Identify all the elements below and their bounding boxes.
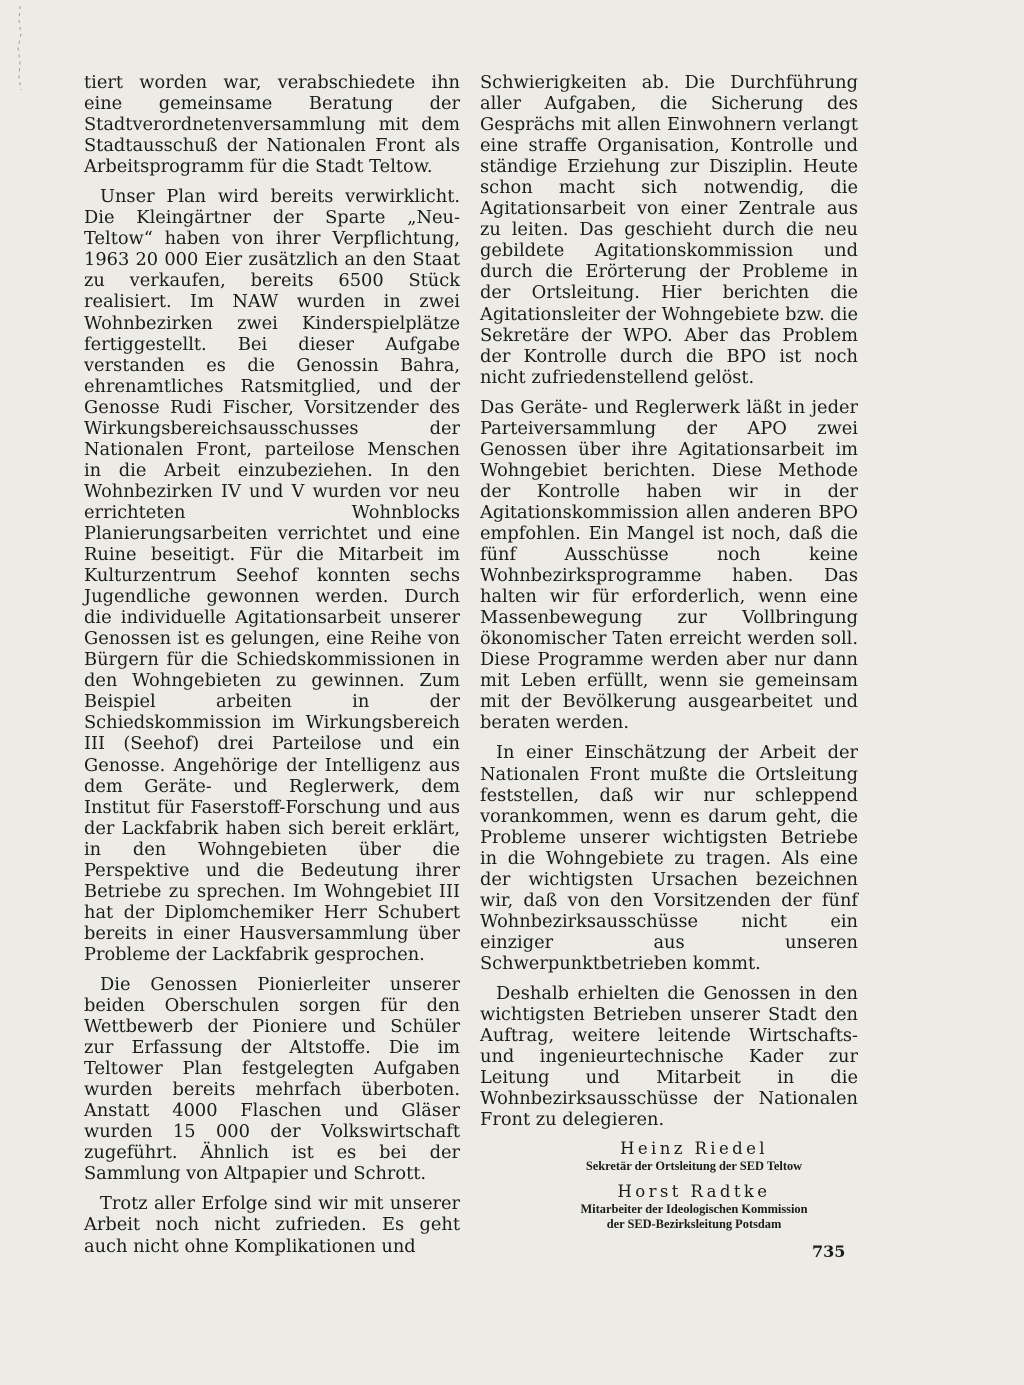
right-paragraph-1: Schwierigkeiten ab. Die Durchführung aller Aufgaben, die Sicherung des Gesprächs mit allen Einwohnern verlangt eine straffe Organisation, Kontrolle und ständige Erziehung zur Disziplin. Heute schon macht sich notwendig, die Agitationsarbeit von einer Zentrale aus zu leiten. Das geschieht durch die neu gebildete Agitationskommission und durch die Erörterung der Probleme in der Ortsleitung. Hier berichten die Agitationsleiter der Wohngebiete bzw. die Sekretäre der WPO. Aber das Problem der Kontrolle durch die BPO ist noch nicht zufriedenstellend gelöst. [480,72,858,388]
author-title-riedel: Sekretär der Ortsleitung der SED Teltow [585,1159,803,1174]
author-title-radtke-line-1: Mitarbeiter der Ideologischen Kommission [580,1202,808,1217]
right-paragraph-2: Das Geräte- und Reglerwerk läßt in jeder Parteiversammlung der APO zwei Genossen über ihre Agitationsarbeit im Wohngebiet berichten. Diese Methode der Kontrolle haben wir in der Agitationskommission allen anderen BPO empfohlen. Ein Mangel ist noch, daß die fünf Ausschüsse noch keine Wohnbezirksprogramme haben. Das halten wir für erforderlich, wenn eine Massenbewegung zur Vollbringung ökonomischer Taten erreicht werden soll. Diese Programme werden aber nur dann mit Leben erfüllt, wenn sie gemeinsam mit der Bevölkerung ausgearbeitet und beraten werden. [480,396,858,734]
signature-block [480,1139,858,1232]
left-paragraph-1: tiert worden war, verabschiedete ihn eine gemeinsame Beratung der Stadtverordnetenversammlung mit dem Stadtausschuß der Nationalen Front als Arbeitsprogramm für die Stadt Teltow. [84,72,460,178]
left-paragraph-4: Trotz aller Erfolge sind wir mit unserer Arbeit noch nicht zufrieden. Es geht auch nicht ohne Komplikationen und [84,1193,460,1257]
scan-edge-marks [6,0,26,120]
left-paragraph-2: Unser Plan wird bereits verwirklicht. Die Kleingärtner der Sparte „Neu-Teltow“ haben von ihrer Verpflichtung, 1963 20 000 Eier zusätzlich an den Staat zu verkaufen, bereits 6500 Stück realisiert. Im NAW wurden in zwei Wohnbezirken zwei Kinderspielplätze fertiggestellt. Bei dieser Aufgabe verstanden es die Genossin Bahra, ehrenamtliches Ratsmitglied, und der Genosse Rudi Fischer, Vorsitzender des Wirkungsbereichsausschusses der Nationalen Front, parteilose Menschen in die Arbeit einzubeziehen. In den Wohnbezirken IV und V wurden vor neu errichteten Wohnblocks Planierungsarbeiten verrichtet und eine Ruine beseitigt. Für die Mitarbeit im Kulturzentrum Seehof konnten sechs Jugendliche gewonnen werden. Durch die individuelle Agitationsarbeit unserer Genossen ist es gelungen, eine Reihe von Bürgern für die Schiedskommissionen in den Wohngebieten zu gewinnen. Zum Beispiel arbeiten in der Schiedskommission im Wirkungsbereich III (Seehof) drei Parteilose und ein Genosse. Angehörige der Intelligenz aus dem Geräte- und Reglerwerk, dem Institut für Faserstoff-Forschung und aus der Lackfabrik haben sich bereit erklärt, in den Wohngebieten über die Perspektive und die Bedeutung ihrer Betriebe zu sprechen. Im Wohngebiet III hat der Diplomchemiker Herr Schubert bereits in einer Hausversammlung über Probleme der Lackfabrik gesprochen. [84,186,460,965]
page-number: 735 [812,1242,846,1261]
author-name-riedel: Heinz Riedel [620,1139,768,1159]
author-title-radtke-line-2: der SED-Bezirksleitung Potsdam [606,1217,782,1232]
right-column [480,72,858,1232]
right-paragraph-4: Deshalb erhielten die Genossen in den wichtigsten Betrieben unserer Stadt den Auftrag, weitere leitende Wirtschafts- und ingenieurtechnische Kader zur Leitung und Mitarbeit in die Wohnbezirksausschüsse der Nationalen Front zu delegieren. [480,982,858,1131]
author-name-radtke: Horst Radtke [617,1182,771,1202]
right-paragraph-3: In einer Einschätzung der Arbeit der Nationalen Front mußte die Ortsleitung feststellen, daß wir nur schleppend vorankommen, wenn es darum geht, die Probleme unserer wichtigsten Betriebe in die Wohngebiete zu tragen. Als eine der wichtigsten Ursachen bezeichnen wir, daß von den Vorsitzenden der fünf Wohnbezirksausschüsse nicht ein einziger aus unseren Schwerpunktbetrieben kommt. [480,742,858,974]
left-column [84,72,460,1266]
left-paragraph-3: Die Genossen Pionierleiter unserer beiden Oberschulen sorgen für den Wettbewerb der Pioniere und Schüler zur Erfassung der Altstoffe. Die im Teltower Plan festgelegten Aufgaben wurden bereits mehrfach überboten. Anstatt 4000 Flaschen und Gläser wurden 15 000 der Volkswirtschaft zugeführt. Ähnlich ist es bei der Sammlung von Altpapier und Schrott. [84,973,460,1185]
